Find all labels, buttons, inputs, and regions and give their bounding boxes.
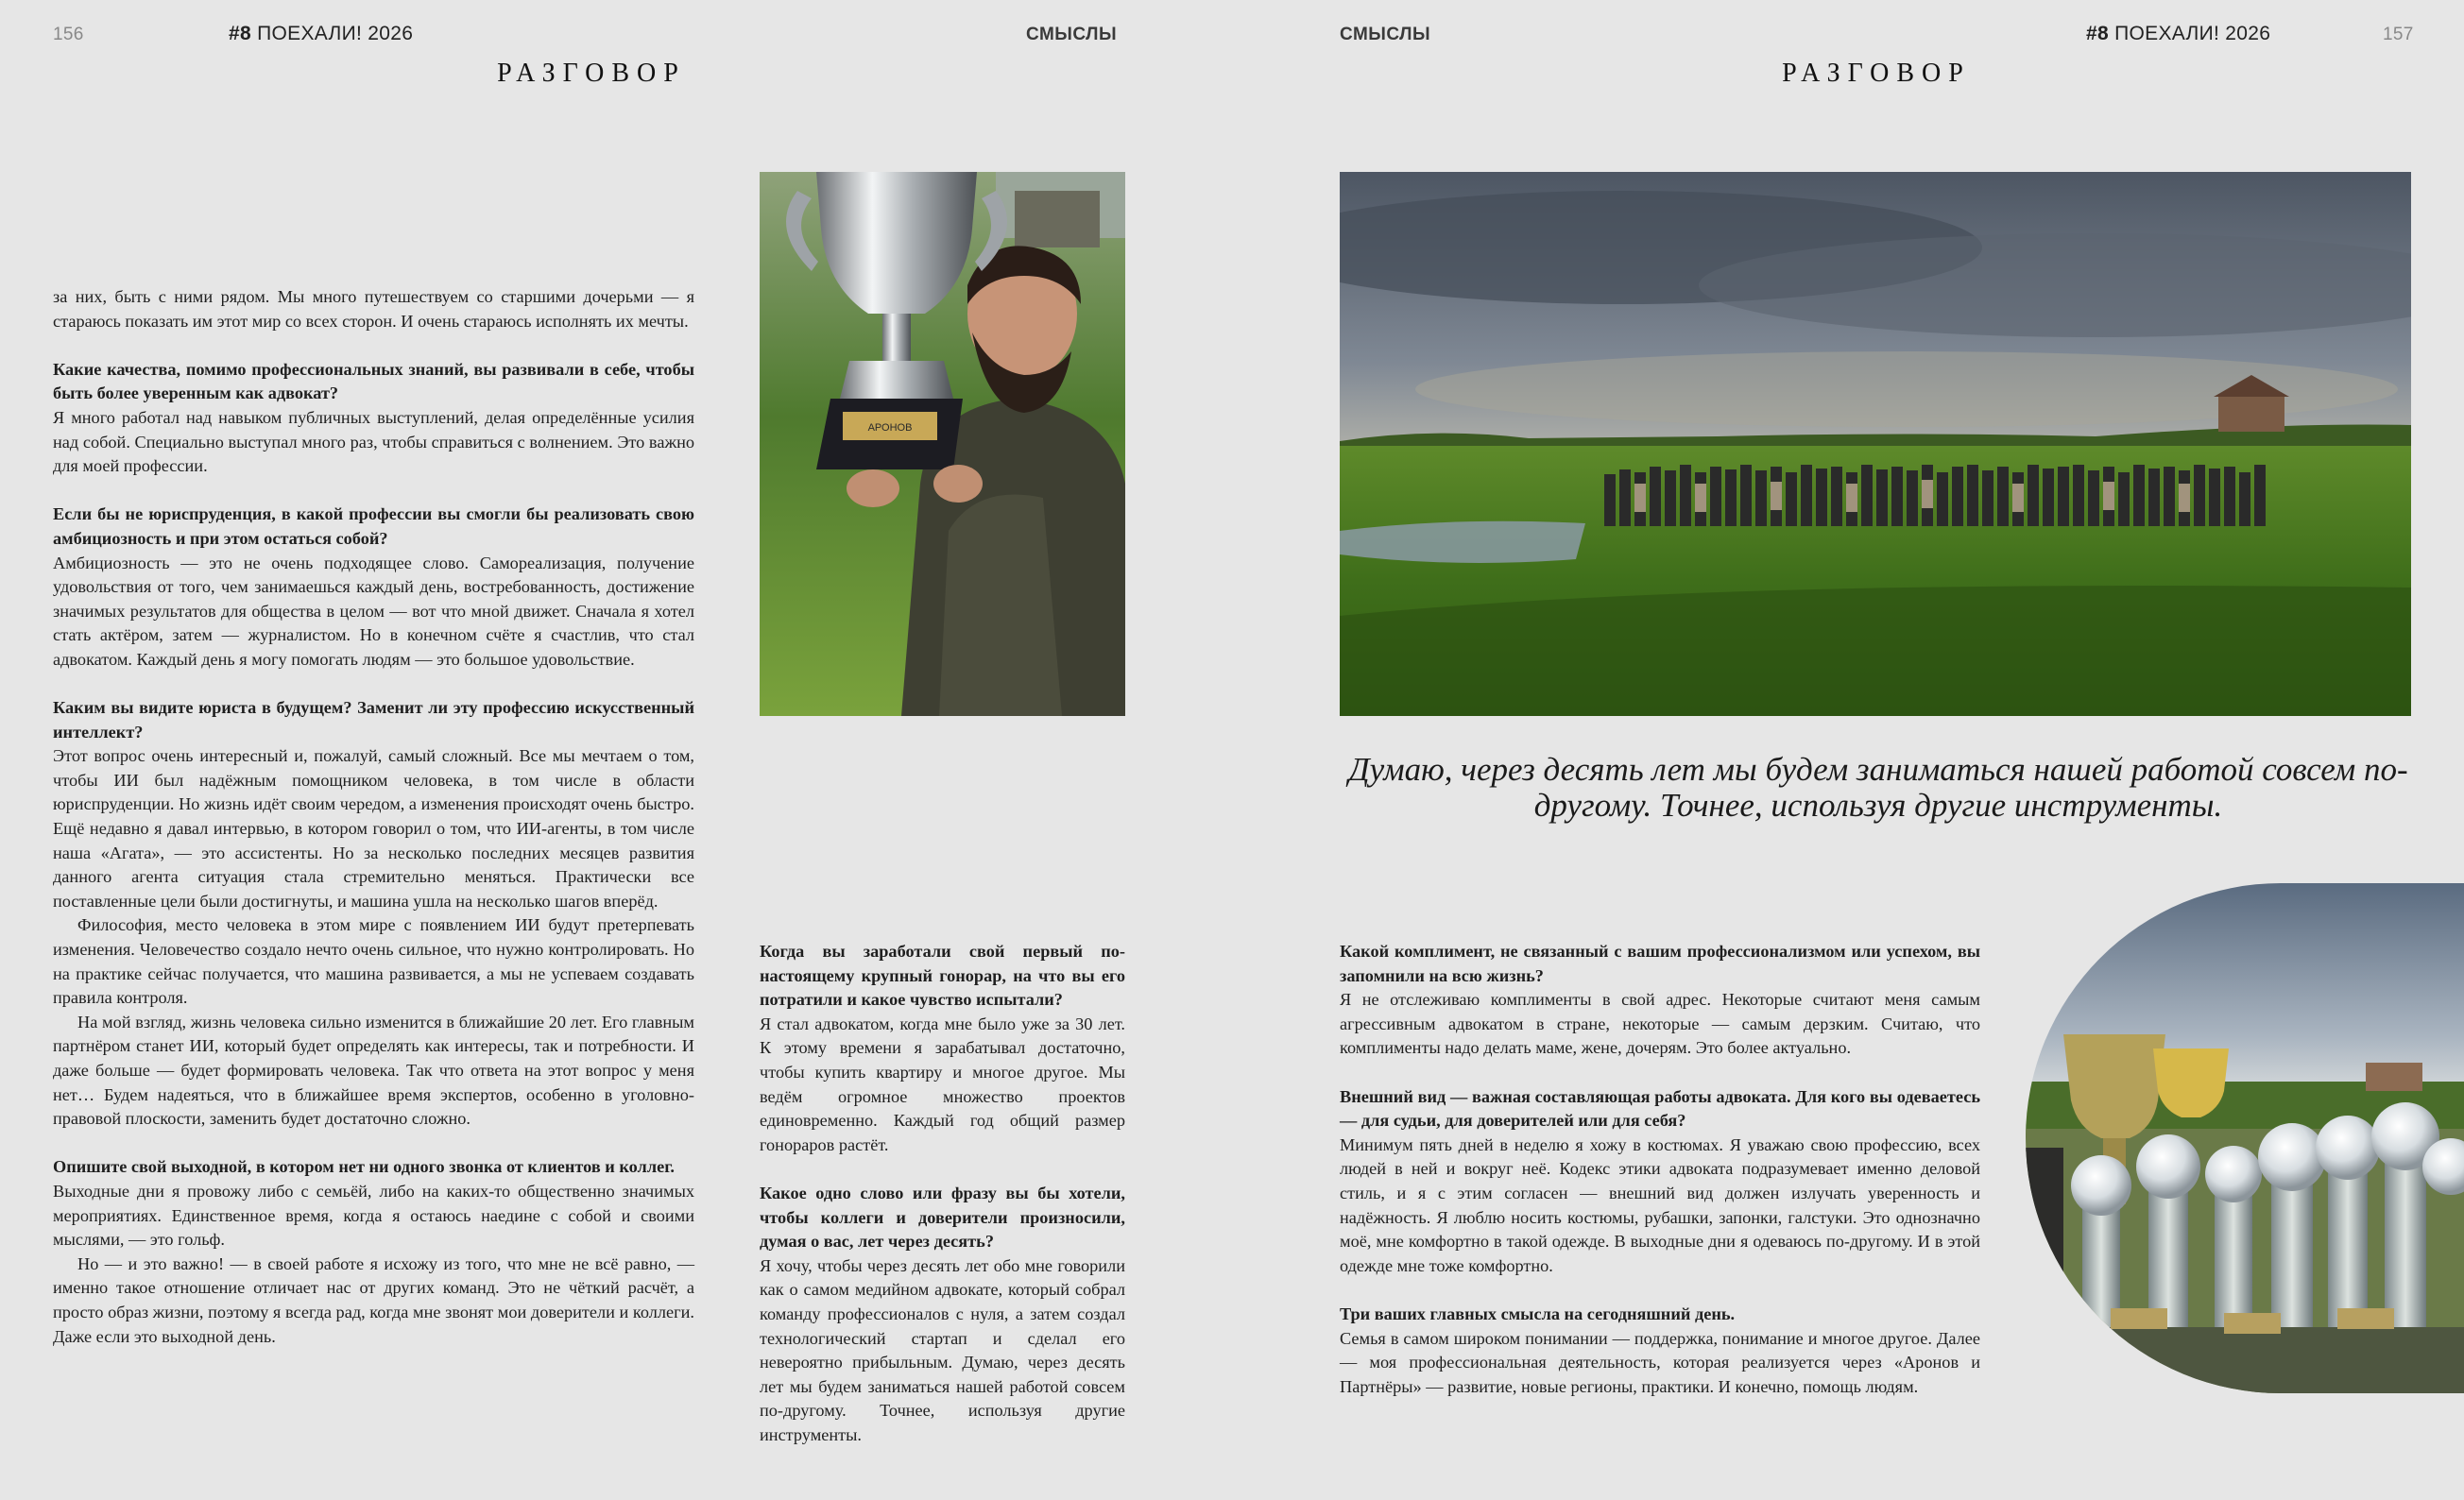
- paragraph: за них, быть с ними рядом. Мы много путешествуем со старшими дочерьми — я стараюсь показать им этот мир со всех сторон. И очень стараюсь исполнять их мечты.: [53, 287, 694, 331]
- trophy-plaque-text: АРОНОВ: [867, 422, 913, 434]
- trophies-illustration: [2026, 883, 2464, 1393]
- issue-label-right: [2086, 23, 2270, 45]
- question: Опишите свой выходной, в котором нет ни одного звонка от клиентов и коллег.: [53, 1157, 675, 1177]
- question: Какие качества, помимо профессиональных знаний, вы развивали в себе, чтобы быть более уверенным как адвокат?: [53, 359, 694, 403]
- answer: Я много работал над навыком публичных выступлений, делая определённые усилия над собой. Специально выступал много раз, чтобы справиться с волнением. Это важно для моей профессии.: [53, 407, 694, 476]
- answer: Философия, место человека в этом мире с появлением ИИ будут претерпевать изменения. Человечество создало нечто очень сильное, что нужно контролировать. Но на практике сейчас получается, что машина развивается, а мы не успеваем создавать правила контроля.: [53, 915, 694, 1008]
- answer: Я не отслеживаю комплименты в свой адрес. Некоторые считают меня самым агрессивным адвокатом в стране, некоторые — самым дерзким. Считаю, что комплименты надо делать маме, жене, дочерям. Это более актуально.: [1340, 990, 1980, 1058]
- article-column-3: [1340, 940, 1980, 1399]
- issue-number: #8: [2086, 23, 2109, 44]
- question: Когда вы заработали свой первый по-настоящему крупный гонорар, на что вы его потратили и какое чувство испытали?: [760, 942, 1125, 1010]
- question: Если бы не юриспруденция, в какой профессии вы смогли бы реализовать свою амбициозность и при этом остаться собой?: [53, 504, 694, 548]
- article-column-1: [53, 285, 694, 1349]
- golf-course-group-photo: [1340, 172, 2411, 716]
- trophies-circle-photo: [2026, 883, 2464, 1393]
- issue-label-left: [229, 23, 413, 45]
- issue-title: ПОЕХАЛИ! 2026: [257, 23, 414, 44]
- rubric-left: РАЗГОВОР: [497, 59, 686, 88]
- question: Какой комплимент, не связанный с вашим профессионализмом или успехом, вы запомнили на всю жизнь?: [1340, 942, 1980, 985]
- page-number-right: 157: [2383, 25, 2414, 44]
- page-number-left: 156: [53, 25, 84, 44]
- question: Какое одно слово или фразу вы бы хотели, чтобы коллеги и доверители произносили, думая о вас, лет через десять?: [760, 1183, 1125, 1252]
- section-label-left: СМЫСЛЫ: [1026, 25, 1118, 44]
- answer: Этот вопрос очень интересный и, пожалуй, самый сложный. Все мы мечтаем о том, чтобы ИИ был надёжным помощником человека, в том числе в области юриспруденции. Но жизнь идёт своим чередом, а изменения происходят очень быстро. Ещё недавно я давал интервью, в котором говорил о том, что ИИ-агенты, в том числе наша «Агата», — это ассистенты. Но за несколько последних месяцев развития данного агента ситуация стала стремительно меняться. Практически все поставленные цели были достигнуты, и машина ушла на несколько шагов вперёд.: [53, 746, 694, 911]
- answer: На мой взгляд, жизнь человека сильно изменится в ближайшие 20 лет. Его главным партнёром станет ИИ, который будет определять как интересы, так и потребности. И даже больше — будет формировать человека. Так что ответа на этот вопрос у меня нет… Будем надеяться, что в ближайшее время экспертов, особенно в уголовно-правовой плоскости, заменить будет достаточно сложно.: [53, 1012, 694, 1129]
- section-label-right: СМЫСЛЫ: [1340, 25, 1431, 44]
- answer: Я стал адвокатом, когда мне было уже за 30 лет. К этому времени я зарабатывал достаточно, чтобы купить квартиру и многое другое. Мы ведём огромное множество проектов единовременно. Каждый год общий размер гонораров растёт.: [760, 1014, 1125, 1154]
- answer: Но — и это важно! — в своей работе я исхожу из того, что мне не всё равно, — именно такое отношение отличает нас от других команд. Это не чёткий расчёт, а просто образ жизни, поэтому я всегда рад, когда мне звонят мои доверители и коллеги. Даже если это выходной день.: [53, 1253, 694, 1346]
- issue-number: #8: [229, 23, 251, 44]
- answer: Семья в самом широком понимании — поддержка, понимание и многое другое. Далее — моя профессиональная деятельность, которая реализуется через «Аронов и Партнёры» — развитие, новые регионы, практики. И конечно, помощь людям.: [1340, 1328, 1980, 1396]
- issue-title: ПОЕХАЛИ! 2026: [2114, 23, 2271, 44]
- answer: Минимум пять дней в неделю я хожу в костюмах. Я уважаю свою профессию, всех людей в ней и вокруг неё. Кодекс этики адвоката подразумевает именно деловой стиль, и я с этим согласен — внешний вид должен излучать уверенность и надёжность. Я люблю носить костюмы, рубашки, запонки, галстуки. Это однозначно моё, мне комфортно в такой одежде. В выходные дни я одеваюсь по-другому. И в этой одежде мне тоже комфортно.: [1340, 1134, 1980, 1275]
- answer: Амбициозность — это не очень подходящее слово. Самореализация, получение удовольствия от того, чем занимаешься каждый день, востребованность, достижение значимых результатов для общества в целом — вот что мной движет. Сначала я хотел стать актёром, затем — журналистом. Но в конечном счёте я счастлив, что стал адвокатом. Каждый день я могу помогать людям — это большое удовольствие.: [53, 553, 694, 669]
- rubric-right: РАЗГОВОР: [1782, 59, 1971, 88]
- question: Три ваших главных смысла на сегодняшний день.: [1340, 1304, 1736, 1323]
- portrait-illustration: [760, 172, 1125, 716]
- portrait-with-trophy-photo: [760, 172, 1125, 716]
- landscape-illustration: [1340, 172, 2411, 716]
- question: Каким вы видите юриста в будущем? Заменит ли эту профессию искусственный интеллект?: [53, 698, 694, 741]
- question: Внешний вид — важная составляющая работы адвоката. Для кого вы одеваетесь — для судьи, для доверителей или для себя?: [1340, 1086, 1980, 1131]
- answer: Выходные дни я провожу либо с семьёй, либо на каких-то общественно значимых мероприятиях. Единственное время, когда я остаюсь наедине с собой и своими мыслями, — это гольф.: [53, 1181, 694, 1250]
- answer: Я хочу, чтобы через десять лет обо мне говорили как о самом медийном адвокате, который собрал команду профессионалов с нуля, а затем создал технологический стартап и сделал его невероятно прибыльным. Думаю, через десять лет мы будем заниматься нашей работой совсем по-другому. Точнее, используя другие инструменты.: [760, 1255, 1125, 1444]
- article-column-2: [760, 940, 1125, 1447]
- pull-quote: Думаю, через десять лет мы будем заниматься нашей работой совсем по-другому. Точнее, используя другие инструменты.: [1348, 751, 2408, 824]
